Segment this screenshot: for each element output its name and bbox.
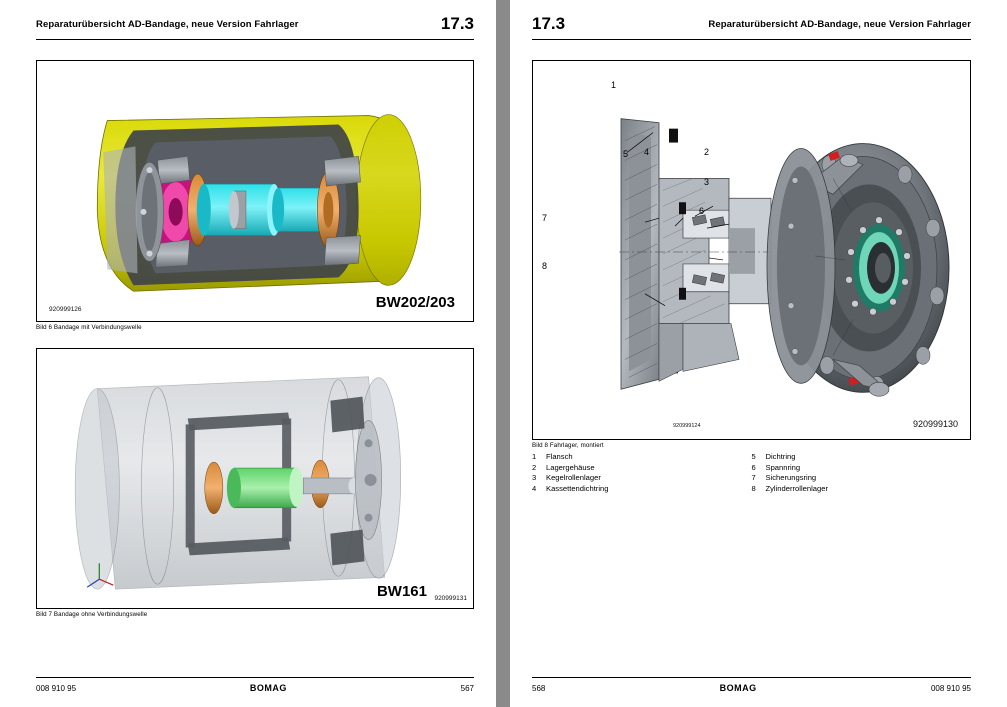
figure-8-caption: Bild 8 Fahrlager, montiert xyxy=(532,442,604,449)
legend-number: 7 xyxy=(751,473,756,482)
legend-text: Sicherungsring xyxy=(765,473,817,482)
legend-item xyxy=(752,484,972,493)
legend-number: 3 xyxy=(532,473,537,482)
callout-1: 1 xyxy=(611,80,617,90)
left-footer-page-number: 567 xyxy=(460,683,474,693)
legend-text: Dichtring xyxy=(765,452,796,461)
legend-item xyxy=(532,473,752,482)
right-header-section-number: 17.3 xyxy=(532,14,566,33)
legend-text: Kassettendichtring xyxy=(546,483,609,493)
figure-8-legend xyxy=(532,452,971,494)
left-page-header xyxy=(36,14,474,40)
legend-number: 2 xyxy=(532,462,537,472)
callout-4: 4 xyxy=(644,147,650,157)
left-page-footer xyxy=(36,677,474,693)
legend-column-right xyxy=(752,452,972,494)
figure-8-id-assembly: 920999130 xyxy=(912,419,958,429)
right-footer-right: 008 910 95 xyxy=(930,683,971,693)
right-footer-page-number: 568 xyxy=(532,683,546,693)
figure-6-label: BW202/203 xyxy=(375,294,455,311)
figure-8-id-section: 920999124 xyxy=(673,423,701,429)
right-header-title: Reparaturübersicht AD-Bandage, neue Version Fahrlager xyxy=(708,18,971,30)
figure-6-caption: Bild 6 Bandage mit Verbindungswelle xyxy=(36,324,142,331)
legend-text: Zylinderrollenlager xyxy=(765,483,828,493)
legend-item xyxy=(532,452,752,461)
legend-text: Kegelrollenlager xyxy=(546,473,601,482)
legend-column-left xyxy=(532,452,752,494)
figure-8-drawing xyxy=(533,61,970,439)
legend-number: 1 xyxy=(532,452,537,461)
legend-text: Lagergehäuse xyxy=(546,462,595,472)
figure-7-drawing xyxy=(37,349,473,608)
legend-item xyxy=(532,484,752,493)
figure-6-id: 920999126 xyxy=(49,306,82,313)
legend-text: Flansch xyxy=(546,452,573,461)
left-footer-brand: BOMAG xyxy=(249,683,287,693)
figure-7-image xyxy=(36,348,474,609)
legend-number: 4 xyxy=(532,483,537,493)
right-page-footer xyxy=(532,677,971,693)
callout-6: 6 xyxy=(699,206,705,216)
callout-8: 8 xyxy=(542,261,548,271)
legend-number: 5 xyxy=(751,452,756,461)
figure-7-caption: Bild 7 Bandage ohne Verbindungswelle xyxy=(36,611,148,618)
legend-number: 8 xyxy=(751,483,756,493)
callout-7: 7 xyxy=(542,213,548,223)
legend-item xyxy=(532,463,752,472)
legend-item xyxy=(752,463,972,472)
figure-8-image xyxy=(532,60,971,440)
legend-item xyxy=(752,452,972,461)
figure-6-image xyxy=(36,60,474,322)
right-footer-brand: BOMAG xyxy=(719,683,757,693)
page-right xyxy=(510,0,1007,707)
left-header-section-number: 17.3 xyxy=(440,14,474,33)
left-header-title: Reparaturübersicht AD-Bandage, neue Version Fahrlager xyxy=(36,18,299,30)
legend-number: 6 xyxy=(751,462,756,472)
callout-5: 5 xyxy=(623,149,629,159)
legend-item xyxy=(752,473,972,482)
figure-7-label: BW161 xyxy=(376,583,427,600)
callout-2: 2 xyxy=(704,147,710,157)
right-page-header xyxy=(532,14,971,40)
page-left xyxy=(0,0,496,707)
callout-3: 3 xyxy=(704,177,710,187)
figure-7-id: 920999131 xyxy=(434,595,467,602)
left-footer-left: 008 910 95 xyxy=(36,683,77,693)
legend-text: Spannring xyxy=(765,462,801,472)
figure-6-drawing xyxy=(37,61,473,321)
